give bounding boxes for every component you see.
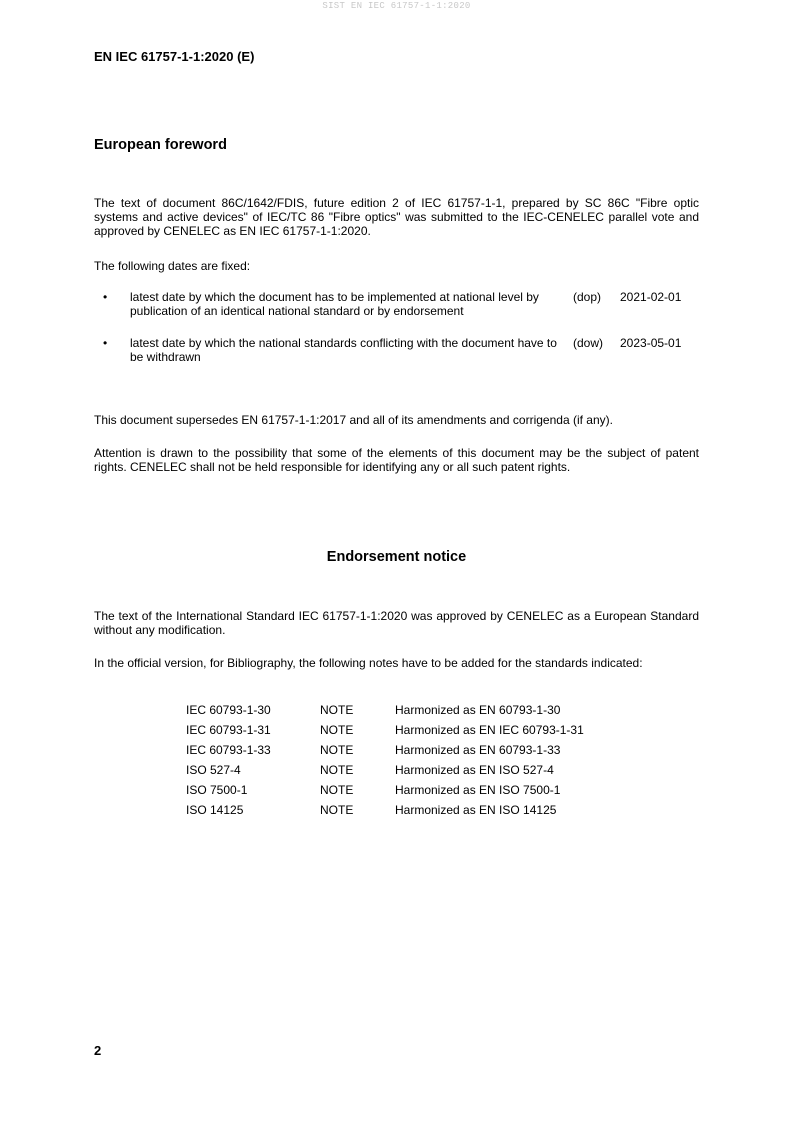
- date-item-text: latest date by which the document has to be implemented at national level by publication of an identical national standard or by endorsement: [130, 290, 539, 318]
- standard-cell: IEC 60793-1-33: [186, 743, 271, 757]
- watermark: SIST EN IEC 61757-1-1:2020: [322, 1, 471, 11]
- harmonized-cell: Harmonized as EN 60793-1-30: [395, 703, 561, 717]
- standard-cell: IEC 60793-1-30: [186, 703, 271, 717]
- harmonized-cell: Harmonized as EN 60793-1-33: [395, 743, 561, 757]
- patent-attention-text: Attention is drawn to the possibility that some of the elements of this document may be the subject of patent rights. CENELEC shall not be held responsible for identifying any or all such patent rights.: [94, 446, 699, 474]
- bullet-icon: •: [103, 336, 108, 350]
- date-item-date: 2021-02-01: [620, 290, 682, 304]
- page-number: 2: [94, 1043, 102, 1058]
- bullet-icon: •: [103, 290, 108, 304]
- document-id: EN IEC 61757-1-1:2020 (E): [94, 49, 255, 64]
- dates-intro: The following dates are fixed:: [94, 259, 251, 273]
- date-item-text: latest date by which the national standards conflicting with the document have to be withdrawn: [130, 336, 557, 364]
- endorsement-text: The text of the International Standard IEC 61757-1-1:2020 was approved by CENELEC as a European Standard without any modification.: [94, 609, 699, 637]
- foreword-intro: The text of document 86C/1642/FDIS, future edition 2 of IEC 61757-1-1, prepared by SC 86C "Fibre optic systems and active devices" of IEC/TC 86 "Fibre optics" was submitted to the IEC-CENELEC parallel vote and approved by CENELEC as EN IEC 61757-1-1:2020.: [94, 196, 699, 238]
- standard-cell: ISO 527-4: [186, 763, 241, 777]
- note-label-cell: NOTE: [320, 763, 354, 777]
- official-version-text: In the official version, for Bibliography, the following notes have to be added for the standards indicated:: [94, 656, 643, 670]
- note-label-cell: NOTE: [320, 703, 354, 717]
- harmonized-cell: Harmonized as EN IEC 60793-1-31: [395, 723, 584, 737]
- standard-cell: ISO 7500-1: [186, 783, 248, 797]
- harmonized-cell: Harmonized as EN ISO 7500-1: [395, 783, 561, 797]
- date-item-dow: [94, 336, 699, 366]
- date-item-date: 2023-05-01: [620, 336, 682, 350]
- harmonized-cell: Harmonized as EN ISO 527-4: [395, 763, 554, 777]
- date-item-abbr: (dow): [573, 336, 604, 350]
- standard-cell: IEC 60793-1-31: [186, 723, 271, 737]
- foreword-heading: European foreword: [94, 137, 227, 153]
- endorsement-heading: Endorsement notice: [326, 549, 467, 565]
- note-label-cell: NOTE: [320, 803, 354, 817]
- note-label-cell: NOTE: [320, 783, 354, 797]
- note-label-cell: NOTE: [320, 743, 354, 757]
- supersedes-text: This document supersedes EN 61757-1-1:2017 and all of its amendments and corrigenda (if any).: [94, 413, 613, 427]
- note-label-cell: NOTE: [320, 723, 354, 737]
- date-item-abbr: (dop): [573, 290, 602, 304]
- harmonized-cell: Harmonized as EN ISO 14125: [395, 803, 557, 817]
- standard-cell: ISO 14125: [186, 803, 244, 817]
- date-item-dop: [94, 290, 699, 320]
